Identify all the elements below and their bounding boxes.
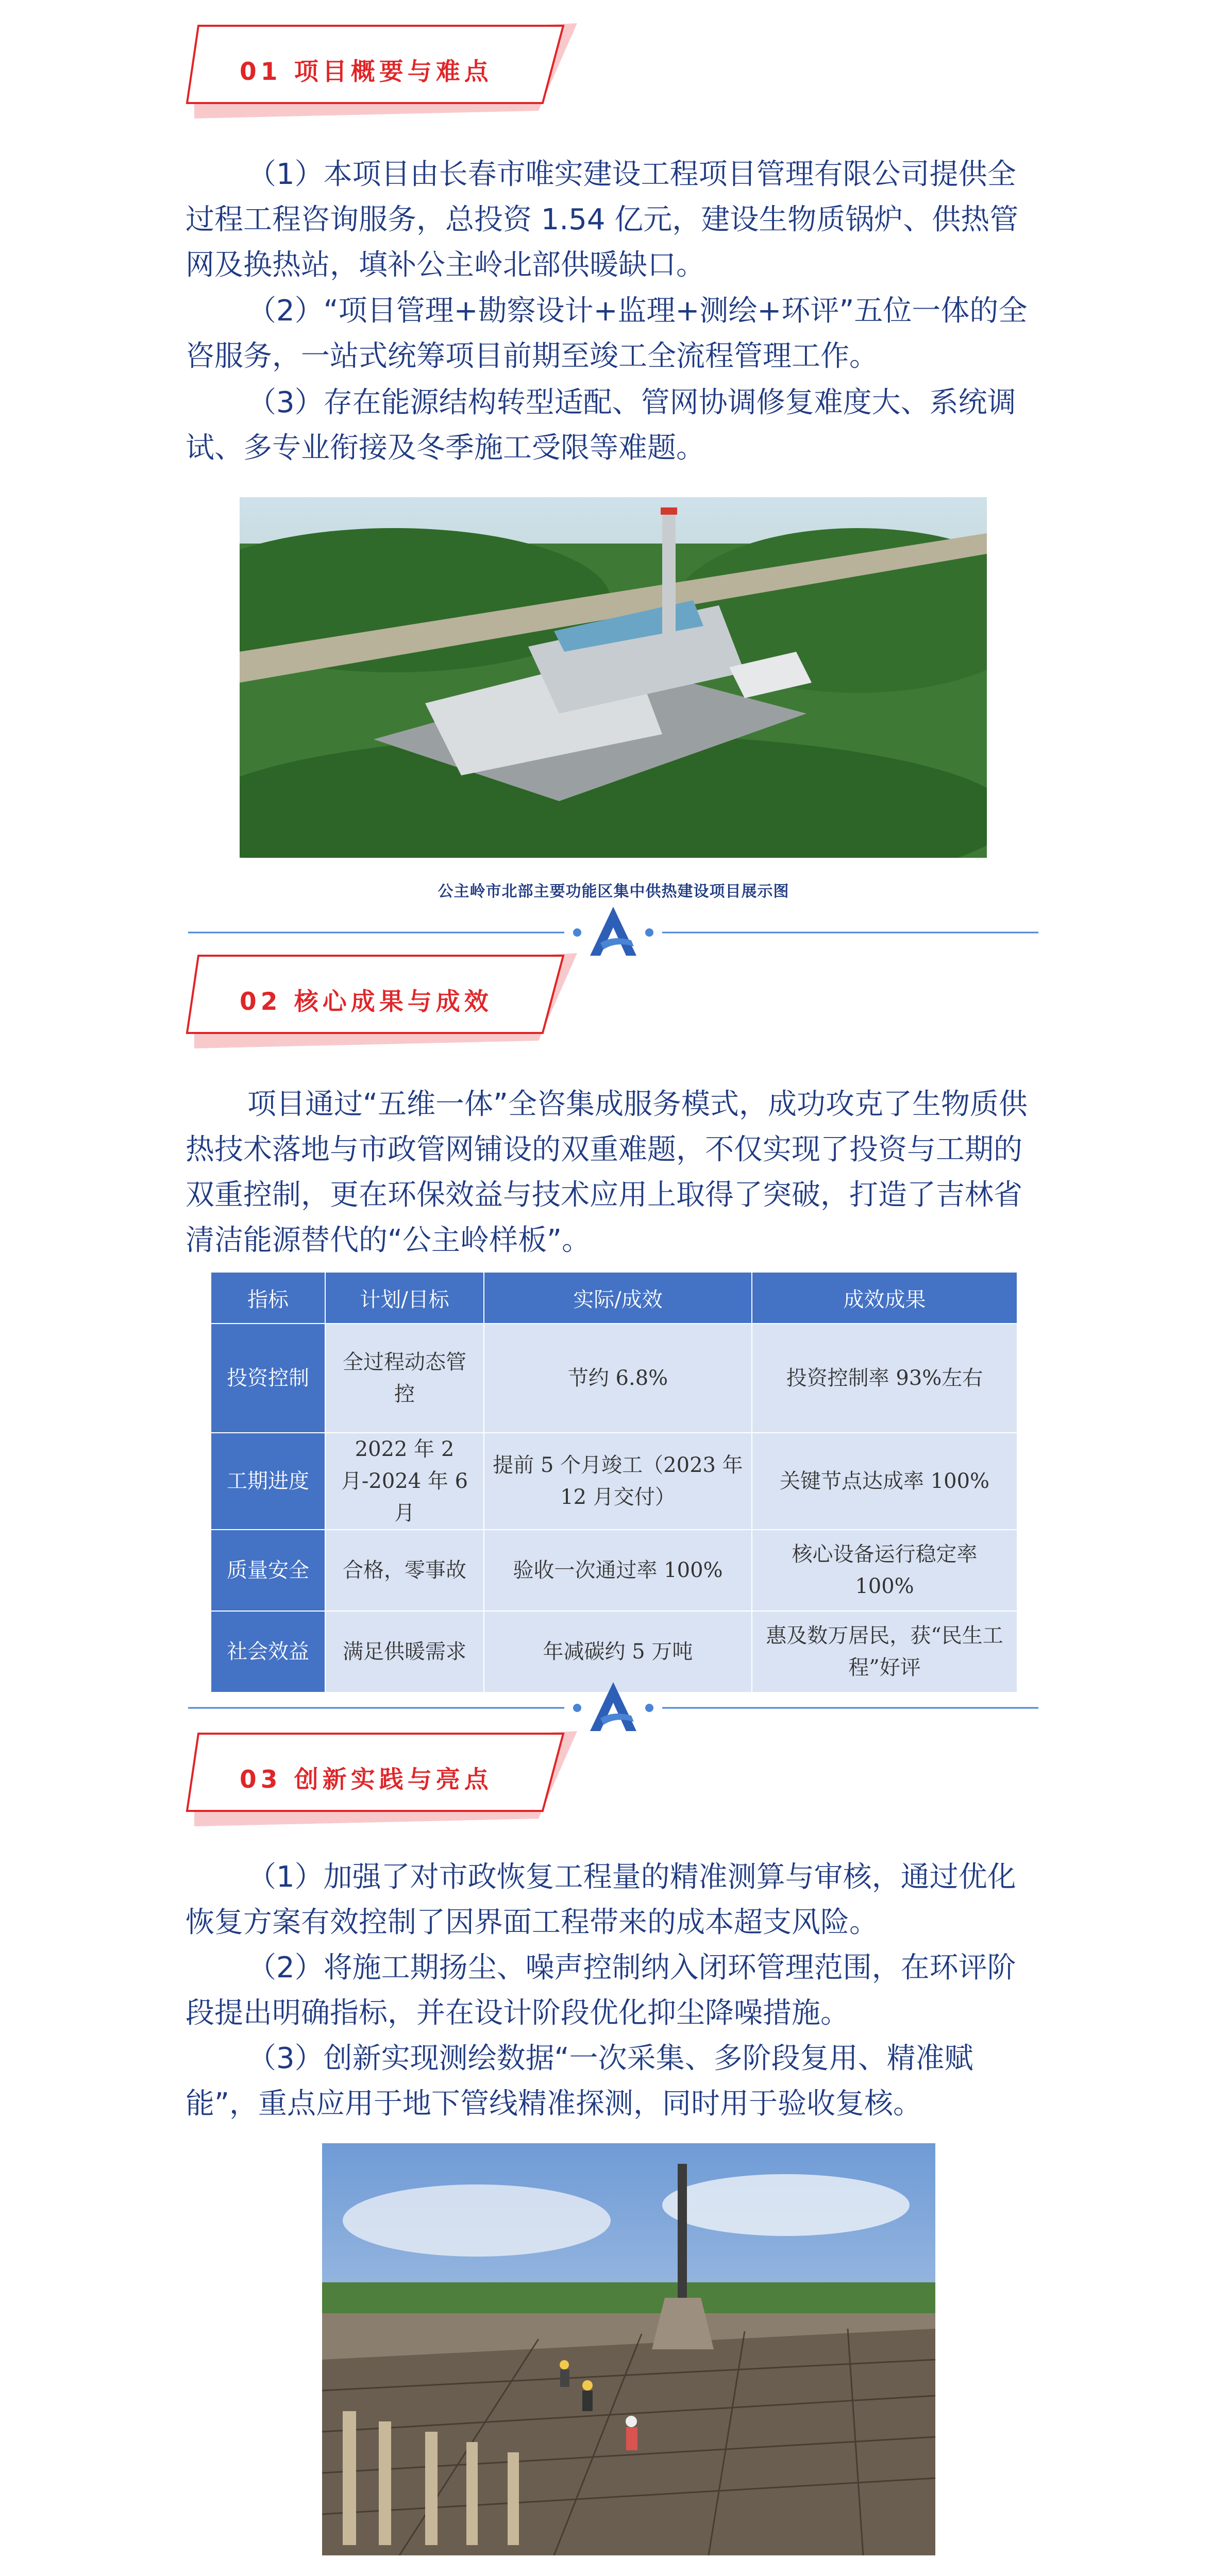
table-header-row — [211, 1272, 1017, 1324]
table-row-label: 投资控制 — [211, 1324, 325, 1433]
section-03-image-caption — [0, 2573, 1227, 2576]
table-cell: 2022 年 2 月-2024 年 6 月 — [325, 1433, 484, 1530]
section-03-title: 03 创新实践与亮点 — [240, 1766, 493, 1794]
table-cell: 满足供暖需求 — [325, 1611, 484, 1692]
table-row — [211, 1324, 1017, 1433]
table-cell: 投资控制率 93%左右 — [752, 1324, 1017, 1433]
section-01-image-caption: 公主岭市北部主要功能区集中供热建设项目展示图 — [438, 883, 789, 901]
construction-site-photo — [322, 2143, 935, 2555]
section-01-paragraph-1: （1）本项目由长春市唯实建设工程项目管理有限公司提供全过程工程咨询服务，总投资 1.54 亿元，建设生物质锅炉、供热管网及换热站，填补公主岭北部供暖缺口。 — [186, 158, 1019, 282]
table-cell: 关键节点达成率 100% — [752, 1433, 1017, 1530]
table-cell: 惠及数万居民，获“民生工程”好评 — [752, 1611, 1017, 1692]
table-row-label: 质量安全 — [211, 1530, 325, 1611]
project-rendering-image — [240, 497, 987, 858]
table-cell: 验收一次通过率 100% — [484, 1530, 752, 1611]
section-header-02 — [183, 951, 595, 1048]
table-header-cell: 计划/目标 — [325, 1272, 484, 1324]
table-cell: 合格，零事故 — [325, 1530, 484, 1611]
table-cell: 提前 5 个月竣工（2023 年 12 月交付） — [484, 1433, 752, 1530]
section-01-title: 01 项目概要与难点 — [240, 58, 493, 86]
section-header-03 — [183, 1728, 595, 1826]
table-row — [211, 1433, 1017, 1530]
company-logo-icon — [590, 1682, 636, 1731]
table-header-cell: 实际/成效 — [484, 1272, 752, 1324]
table-row-label: 工期进度 — [211, 1433, 325, 1530]
section-02-paragraph-1: 项目通过“五维一体”全咨集成服务模式，成功攻克了生物质供热技术落地与市政管网铺设的双重难题，不仅实现了投资与工期的双重控制，更在环保效益与技术应用上取得了突破，打造了吉林省清洁能源替代的“公主岭样板”。 — [186, 1088, 1028, 1257]
table-row — [211, 1530, 1017, 1611]
table-header-cell: 成效成果 — [752, 1272, 1017, 1324]
table-cell: 年减碳约 5 万吨 — [484, 1611, 752, 1692]
table-cell: 全过程动态管控 — [325, 1324, 484, 1433]
section-03-paragraph-3: （3）创新实现测绘数据“一次采集、多阶段复用、精准赋能”，重点应用于地下管线精准探测，同时用于验收复核。 — [186, 2042, 973, 2121]
section-03-paragraph-2: （2）将施工期扬尘、噪声控制纳入闭环管理范围，在环评阶段提出明确指标，并在设计阶段优化抑尘降噪措施。 — [186, 1951, 1016, 2030]
section-01-paragraph-2: （2）“项目管理+勘察设计+监理+测绘+环评”五位一体的全咨服务，一站式统筹项目前期至竣工全流程管理工作。 — [186, 294, 1028, 373]
company-logo-icon — [590, 907, 636, 956]
table-cell: 核心设备运行稳定率 100% — [752, 1530, 1017, 1611]
section-header-01 — [183, 21, 595, 118]
table-header-cell: 指标 — [211, 1272, 325, 1324]
section-01-paragraph-3: （3）存在能源结构转型适配、管网协调修复难度大、系统调试、多专业衔接及冬季施工受限等难题。 — [186, 386, 1016, 465]
results-table — [210, 1272, 1018, 1693]
section-02-title: 02 核心成果与成效 — [240, 988, 493, 1016]
section-divider-2 — [188, 1680, 1038, 1736]
section-03-paragraph-1: （1）加强了对市政恢复工程量的精准测算与审核，通过优化恢复方案有效控制了因界面工程带来的成本超支风险。 — [186, 1860, 1016, 1939]
table-cell: 节约 6.8% — [484, 1324, 752, 1433]
table-row-label: 社会效益 — [211, 1611, 325, 1692]
